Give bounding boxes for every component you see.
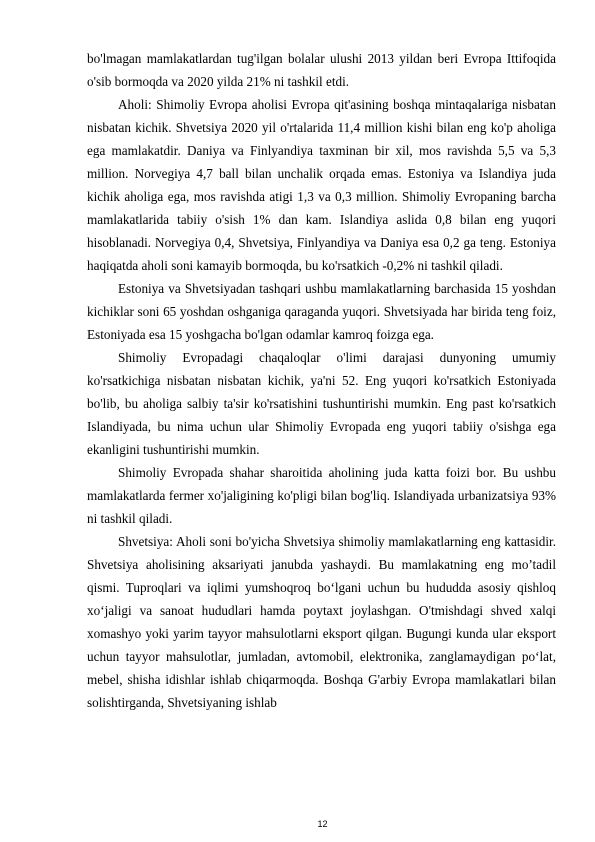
paragraph-age-structure: Estoniya va Shvetsiyadan tashqari ushbu mamlakatlarning barchasida 15 yoshdan kichiklar soni 65 yoshdan oshganiga qaraganda yuqori. Shvetsiyada har birida teng foiz, Estoniyada esa 15 yoshgacha bo'lgan odamlar kamroq foizga ega. <box>87 281 556 342</box>
paragraph-urbanization: Shimoliy Evropada shahar sharoitida aholining juda katta foizi bor. Bu ushbu mamlakatlarda fermer xo'jaligining ko'pligi bilan bog'liq. Islandiyada urbanizatsiya 93% ni tashkil qiladi. <box>87 465 556 526</box>
document-body <box>87 47 556 714</box>
paragraph-sweden: Shvetsiya: Aholi soni bo'yicha Shvetsiya shimoliy mamlakatlarning eng kattasidir. Shvetsiya aholisining aksariyati janubda yashaydi. Bu mamlakatning eng mo’tadil qismi. Tuproqlari va iqlimi yumshoqroq bo‘lgani uchun bu hududda asosiy qishloq xo‘jaligi va sanoat hududlari hamda poytaxt joylashgan. O'tmishdagi shved xalqi xomashyo yoki yarim tayyor mahsulotlarni eksport qilgan. Bugungi kunda ular eksport uchun tayyor mahsulotlar, jumladan, avtomobil, elektronika, zanglamaydigan po‘lat, mebel, shisha idishlar ishlab chiqarmoqda. Boshqa G'arbiy Evropa mamlakatlari bilan solishtirganda, Shvetsiyaning ishlab <box>87 534 556 710</box>
paragraph-infant-mortality: Shimoliy Evropadagi chaqaloqlar o'limi darajasi dunyoning umumiy ko'rsatkichiga nisbatan nisbatan kichik, ya'ni 52. Eng yuqori ko'rsatkich Estoniyada bo'lib, bu aholiga salbiy ta'sir ko'rsatishini tushuntirishi mumkin. Eng past ko'rsatkich Islandiyada, bu nima uchun ular Shimoliy Evropada eng yuqori tabiiy o'sishga ega ekanligini tushuntirishi mumkin. <box>87 350 556 457</box>
paragraph-population: Aholi: Shimoliy Evropa aholisi Evropa qit'asining boshqa mintaqalariga nisbatan nisbatan kichik. Shvetsiya 2020 yil o'rtalarida 11,4 million kishi bilan eng ko'p aholiga ega mamlakatdir. Daniya va Finlyandiya taxminan bir xil, mos ravishda 5,5 va 5,3 million. Norvegiya 4,7 ball bilan unchalik orqada emas. Estoniya va Islandiya juda kichik aholiga ega, mos ravishda atigi 1,3 va 0,3 million. Shimoliy Evropaning barcha mamlakatlarida tabiiy o'sish 1% dan kam. Islandiya aslida 0,8 bilan eng yuqori hisoblanadi. Norvegiya 0,4, Shvetsiya, Finlyandiya va Daniya esa 0,2 ga teng. Estoniya haqiqatda aholi soni kamayib bormoqda, bu ko'rsatkich -0,2% ni tashkil qiladi. <box>87 97 556 273</box>
page-number: 12 <box>317 819 328 829</box>
paragraph-continuation: bo'lmagan mamlakatlardan tug'ilgan bolalar ulushi 2013 yildan beri Evropa Ittifoqida o'sib bormoqda va 2020 yilda 21% ni tashkil etdi. <box>87 51 556 89</box>
